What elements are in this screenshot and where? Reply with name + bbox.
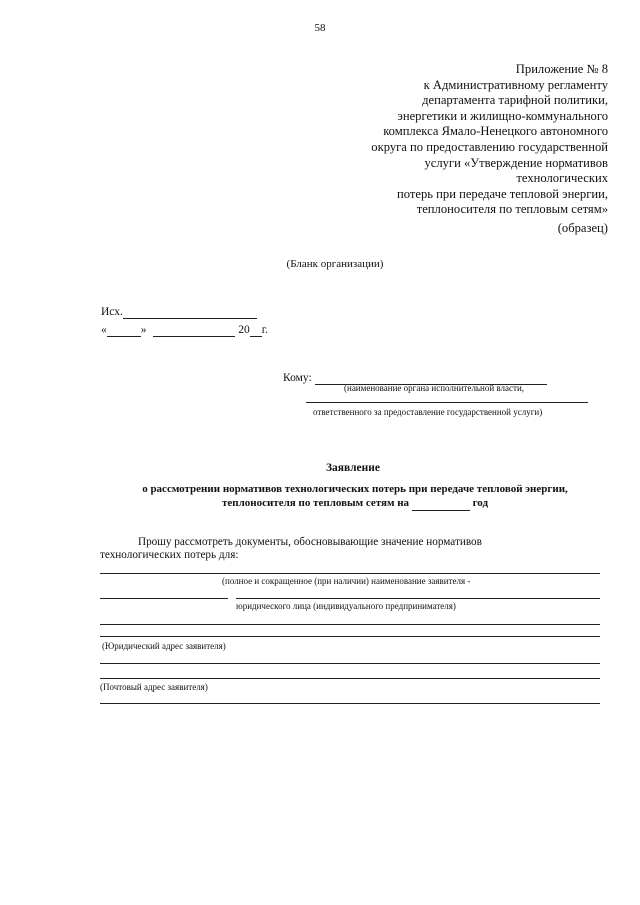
request-line: Прошу рассмотреть документы, обосновывающие значение нормативов [138,536,482,548]
recipient-label: Кому: [283,372,312,384]
postal-address-field[interactable] [100,678,600,679]
appendix-line: потерь при передаче тепловой энергии, [397,186,608,201]
subtitle-text: год [472,497,489,509]
appendix-line: к Административному регламенту [423,77,608,92]
document-title: Заявление [325,462,380,474]
appendix-line: департамента тарифной политики, [422,93,608,108]
request-line: технологических потерь для: [100,548,239,561]
recipient-caption: (наименование органа исполнительной власти, [344,383,525,393]
date-close-quote: » [140,324,147,336]
organization-letterhead-label: (Бланк организации) [286,258,384,270]
appendix-line: округа по предоставлению государственной [371,139,608,154]
appendix-line: энергетики и жилищно-коммунального [397,108,608,123]
date-month-field[interactable] [153,324,235,337]
date-day-field[interactable] [107,324,141,337]
address-field[interactable] [100,663,600,664]
appendix-header [278,62,608,218]
applicant-name-field[interactable] [100,573,600,574]
applicant-name-caption: юридического лица (индивидуального предпринимателя) [236,601,456,611]
subtitle-line: о рассмотрении нормативов технологических потерь при передаче тепловой энергии, [142,483,568,495]
applicant-name-field-2b[interactable] [236,598,600,599]
appendix-line: технологических [516,171,608,186]
request-paragraph [100,536,600,561]
recipient-caption: ответственного за предоставление государственной услуги) [313,407,543,417]
year-field[interactable] [412,496,470,511]
sample-label: (образец) [557,221,608,235]
outgoing-number-label: Исх. [101,306,123,318]
date-year-field[interactable] [250,324,262,337]
date-open-quote: « [101,324,107,336]
appendix-line: теплоносителя по тепловым сетям» [416,202,608,217]
applicant-name-field-3[interactable] [100,624,600,625]
outgoing-number-field[interactable] [123,306,257,319]
legal-address-caption: (Юридический адрес заявителя) [102,641,226,651]
applicant-name-field-2a[interactable] [100,598,228,599]
document-subtitle [100,482,610,511]
subtitle-text: теплоносителя по тепловым сетям на [221,497,410,509]
postal-address-caption: (Почтовый адрес заявителя) [100,682,208,692]
outgoing-date-row [101,324,268,337]
date-year-prefix: 20 [238,324,250,336]
page-number: 58 [314,22,326,34]
postal-address-field-2[interactable] [100,703,600,704]
date-year-suffix: г. [261,324,269,336]
recipient-field-line-2[interactable] [306,402,588,403]
appendix-line: услуги «Утверждение нормативов [424,155,608,170]
legal-address-field[interactable] [100,636,600,637]
applicant-name-caption: (полное и сокращенное (при наличии) наименование заявителя - [222,576,471,586]
subtitle-line [100,496,610,511]
outgoing-number-row [101,306,257,319]
appendix-line: Приложение № 8 [515,62,608,76]
appendix-line: комплекса Ямало-Ненецкого автономного [383,124,608,139]
